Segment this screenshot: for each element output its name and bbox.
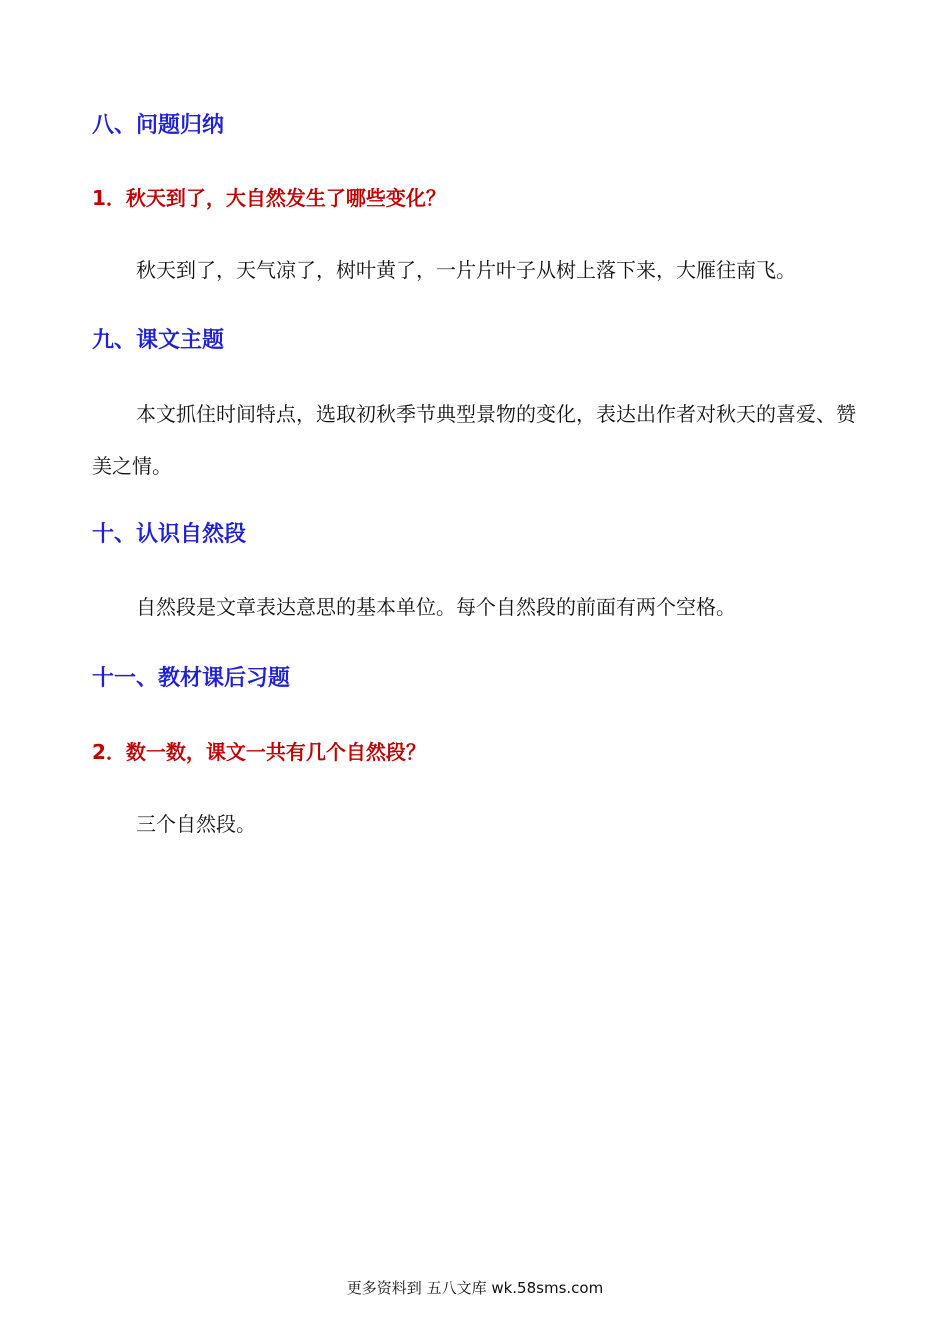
paragraph-definition: 自然段是文章表达意思的基本单位。每个自然段的前面有两个空格。	[136, 595, 736, 619]
section-heading-11: 十一、教材课后习题	[92, 666, 291, 691]
question-2: 2．数一数，课文一共有几个自然段？	[92, 740, 426, 764]
answer-2: 三个自然段。	[136, 812, 256, 836]
section-heading-8: 八、问题归纳	[92, 113, 225, 138]
footer-link[interactable]: 更多资料到 五八文库 wk.58sms.com	[346, 1279, 604, 1297]
section-heading-10: 十、认识自然段	[92, 522, 247, 547]
question-1: 1．秋天到了，大自然发生了哪些变化？	[92, 186, 446, 210]
section-heading-9: 九、课文主题	[92, 328, 225, 353]
answer-1: 秋天到了，天气凉了，树叶黄了，一片片叶子从树上落下来，大雁往南飞。	[136, 258, 796, 282]
theme-paragraph: 本文抓住时间特点，选取初秋季节典型景物的变化，表达出作者对秋天的喜爱、赞美之情。	[92, 402, 856, 478]
